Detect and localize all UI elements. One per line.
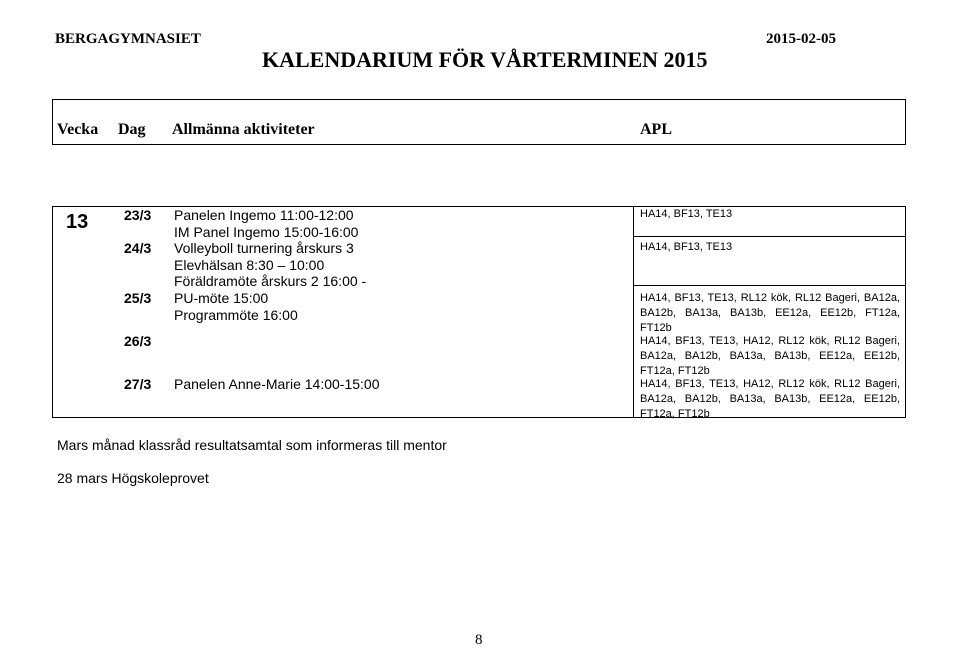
day-date: 23/3 — [124, 207, 152, 223]
page-number: 8 — [475, 632, 483, 648]
activity-item: Föräldramöte årskurs 2 16:00 - — [174, 273, 367, 289]
apl-classes: HA14, BF13, TE13, RL12 kök, RL12 Bageri, BA12a, BA12b, BA13a, BA13b, EE12a, EE12b, FT12a, FT12b — [640, 292, 900, 334]
document-date: 2015-02-05 — [766, 31, 836, 47]
activity-item: Panelen Ingemo 11:00-12:00 — [174, 207, 354, 223]
day-date: 25/3 — [124, 290, 152, 306]
apl-classes: HA14, BF13, TE13 — [640, 208, 733, 220]
day-activities — [174, 290, 298, 323]
column-header-apl: APL — [640, 121, 672, 138]
week-number: 13 — [66, 211, 89, 233]
apl-row-divider — [633, 285, 906, 286]
activity-item: PU-möte 15:00 — [174, 290, 269, 306]
activity-item: Programmöte 16:00 — [174, 306, 298, 323]
activity-item: Panelen Anne-Marie 14:00-15:00 — [174, 376, 380, 392]
day-activities — [174, 376, 379, 393]
day-activities — [174, 240, 366, 290]
apl-classes: HA14, BF13, TE13 — [640, 241, 733, 253]
apl-classes: HA14, BF13, TE13, HA12, RL12 kök, RL12 Bageri, BA12a, BA12b, BA13a, BA13b, EE12a, EE12b, FT12a, FT12b — [640, 378, 900, 420]
page-title: KALENDARIUM FÖR VÅRTERMINEN 2015 — [262, 47, 708, 72]
column-header-activities: Allmänna aktiviteter — [172, 121, 315, 138]
day-date: 24/3 — [124, 240, 152, 256]
day-activities — [174, 207, 358, 240]
day-date: 26/3 — [124, 333, 152, 349]
apl-column-divider — [633, 206, 634, 418]
note-exam: 28 mars Högskoleprovet — [57, 470, 209, 486]
day-date: 27/3 — [124, 376, 152, 392]
apl-classes: HA14, BF13, TE13, HA12, RL12 kök, RL12 Bageri, BA12a, BA12b, BA13a, BA13b, EE12a, EE12b, FT12a, FT12b — [640, 335, 900, 377]
note-classroom-meeting: Mars månad klassråd resultatsamtal som informeras till mentor — [57, 437, 447, 453]
column-header-day: Dag — [118, 121, 146, 138]
activity-item: IM Panel Ingemo 15:00-16:00 — [174, 223, 359, 240]
activity-item: Elevhälsan 8:30 – 10:00 — [174, 256, 325, 273]
activity-item: Volleyboll turnering årskurs 3 — [174, 240, 354, 256]
apl-row-divider — [633, 236, 906, 237]
column-header-week: Vecka — [57, 121, 99, 138]
school-name: BERGAGYMNASIET — [55, 31, 201, 47]
